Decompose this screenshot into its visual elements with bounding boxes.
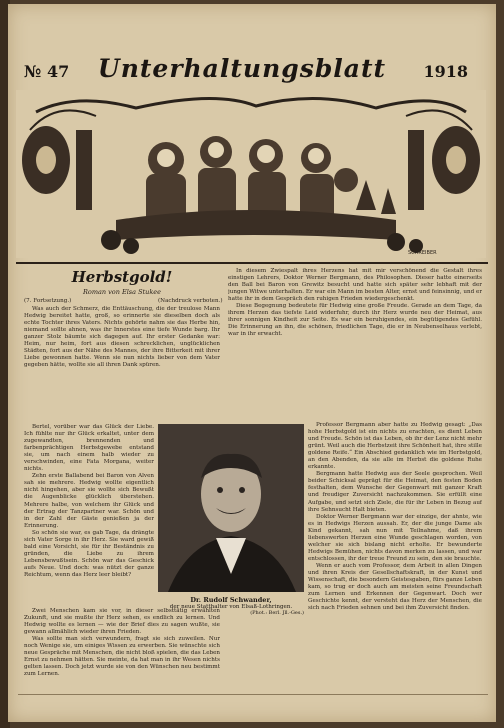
story-paragraph: Diese Begegnung bedeutete für Hedwig eine große Freude. Gerade an dem Tage, da ihrem Herzen das tiefste Leid widerfuhr, durch ihr Herz wurde neu der Heimat, aus ihrer sonnigen Kindheit zur Seite. Es war ein beruhigendes, ein begütigendes Gefühl. Die Erinnerung an ihn, die schönen, friedlichen Tage, die er in Neubenselhaus verlebt, war in ihr erwacht.: [228, 303, 482, 338]
story-paragraph: Wenn er auch vom Professor, dem Arbeit in allen Dingen und ihren Kreis der Gesellschaftskraft, in der Kunst und Wissenschaft, die besondern Geistesgaben, fürs ganze Leben kam, so trug er doch auch am meisten seine Freundschaft zum Lernen und Erkennen der Gegenwart. Doch wer Geschichte kennt, der versteht das Herz der Menschen, die sich nach Frieden sehnen und bei ihm Zuversicht finden.: [308, 562, 482, 612]
story-title: Herbstgold!: [71, 268, 173, 286]
story-heading: [24, 268, 220, 296]
story-paragraph: Bergmann hatte Hedwig aus der Seele gesprochen. Weil beider Schicksal geprägt für die Heimat, den festen Boden festhalten, dem Wunsche der Gegenwart mit ganzer Kraft und freudiger Zuversicht nachzukommen. Sie erfüllt eine Aufgabe, und setzt sich Ziele, die für ihr Leben in Bezug auf ihre Sehnsucht Halt bieten.: [308, 471, 482, 513]
newspaper-page: [8, 4, 496, 722]
banner-signature: SCHREIBER: [408, 250, 437, 256]
story-paragraph: Zehn erste Ballabend bei Baron von Alven sah sie mehrere. Hedwig wollte eigentlich nicht hingehen, aber sie wollte sich Bewußt die Augenblicke glücklich überstehen. Mehrere halbe, von welchem ihr Glück und der Ertrag der Tanzpartner war. Schön und in der Zahl der Gäste genießen ja der Erinnerung.: [24, 473, 154, 529]
left-column-beside-photo: [24, 424, 154, 600]
story-paragraph: Professor Bergmann aber hatte zu Hedwig gesagt: „Das hohe Herbstgold ist ein nichts zu erachten, es dient Leben und Freude. Schön ist das Leben, ob ihr der Lenz nicht mehr grünt. Weil auch die Herbstzeit ihre Schönheit hat, ihre stille goldene Reife.“ Ein Abschied gedanklich wie im Herbstgold, an den Abenden, da sie alle im Herbst die goldene Ruhe erkannte.: [308, 422, 482, 471]
bottom-rule: [18, 694, 488, 695]
decorative-banner-illustration: [16, 90, 486, 258]
issue-number: № 47: [24, 62, 70, 81]
story-paragraph: Bertel, vorüber war das Glück der Liebe. Ich fühlte nur ihr Glück erkaltet, unter dem zugewandten, brennenden und farbenprächtigen Herbstgewebe entstand sie, um nach einem halb wieder zu verschwinden, eine Fata Morgana, weiter nichts.: [24, 424, 154, 473]
masthead-title: Unterhaltungsblatt: [97, 54, 387, 83]
issue-year: 1918: [423, 62, 468, 81]
right-column-beside-photo: [308, 422, 482, 692]
story-byline: Roman von Elsa Stukee: [83, 288, 161, 296]
right-column-top: [228, 268, 482, 418]
caption-name: Dr. Rudolf Schwander,: [190, 596, 272, 604]
section-rule: [16, 262, 488, 264]
left-column-bottom: [24, 608, 220, 692]
story-paragraph: Was sollte man sich verwundern, fragt sie sich zuweilen. Nur noch Wenige sie, um einiges Wissen zu erwerben. Sie wünschte sich neue Gespräche mit Menschen, die nicht bloß spielen, die das Leben Ernst zu nehmen hätten. Sie meinte, da hat man in ihr Wesen nichts gelten lassen. Doch jetzt wurde sie von den Wünschen neu bestimmt zum Lernen.: [24, 636, 220, 678]
story-paragraph: Zwei Menschen kam sie vor, in dieser selbsttätig erwählten Zukunft, und sie mußte ihr Herz sehen, es endlich zu lernen. Und Hedwig wollte es lernen — wie der Brief dies zu sagen wußte, sie gewann allmählich wieder ihren Frieden.: [24, 608, 220, 636]
story-paragraph: Doktor Werner Bergmann war der einzige, der ahnte, wie es in Hedwigs Herzen aussah. Er, der die junge Dame als Kind gekannt, sah nun mit Teilnahme, daß ihrem liebenswerten Herzen eine Wunde geschlagen worden, von welcher sie sich bislang nicht erholte. Er bewunderte Hedwigs Bemühen, nichts davon merken zu lassen, und war entschlossen, ihr der treue Freund zu sein, den sie brauchte.: [308, 513, 482, 562]
reprint-note: (Nachdruck verboten.): [158, 298, 223, 304]
portrait-photo: [158, 424, 304, 592]
photo-credit: (Phot.: Berl. Jll.-Ges.): [250, 610, 304, 616]
caption-role: der neue Statthalter von Elsaß-Lothringen.: [169, 604, 293, 610]
left-column-top: [24, 306, 220, 420]
story-paragraph: Was auch der Schmerz, die Enttäuschung, die der treulose Mann Hedwig bereitet hatte, groß, so erinnerte sie dieselben doch als echte Tochter ihres Vaters. Nichts gehörte nahm sie das Herbe hin, niemand sollte ahnen, was ihr Innerstes eine tiefe Wunde barg. Ihr ganzer Stolz bäumte sich dagegen auf. Ihr erster Gedanke war: Heim, nur heim, fort aus diesen schrecklichen, unglücklichen Städten, fort aus der Nähe des Mannes, der ihre Bitterkeit mit ihrer Liebe gewonnen hatte. Wenn sie nun nichts lieber von dem Vater gegeben hätte, wollte sie all ihren Dank spüren.: [24, 306, 220, 369]
story-paragraph: So schön sie war, es gab Tage, da drängte sich Vater Sorge in ihr Herz. Sie ward gewiß bald eine Vorsicht, sie für ihr Beständnis zu gründen, die Liebe zu ihrem Lebensbewußtsein. Schön war das Geschick aufs Neue. Und doch: was nützt der ganze Reichtum, wenn das Herz leer bleibt?: [24, 529, 154, 578]
continuation-note: (7. Fortsetzung.): [24, 298, 72, 304]
story-paragraph: In diesem Zwiespalt ihres Herzens hat mit mir verschönend die Gestalt ihres einstigen Lehrers, Doktor Werner Bergmann, des Philosophen. Dieser hatte einerseits den Ball bei Baron von Grewitz besucht und hatte sich später sehr lebhaft mit der jungen Witwe unterhalten. Er war ein Mann im besten Alter, ernst und feinsinnig, und er hatte ihr in dem Gespräch den ruhigen Frieden wiedergeschenkt.: [228, 268, 482, 303]
masthead-row: [14, 52, 490, 92]
photo-caption: [158, 596, 304, 616]
